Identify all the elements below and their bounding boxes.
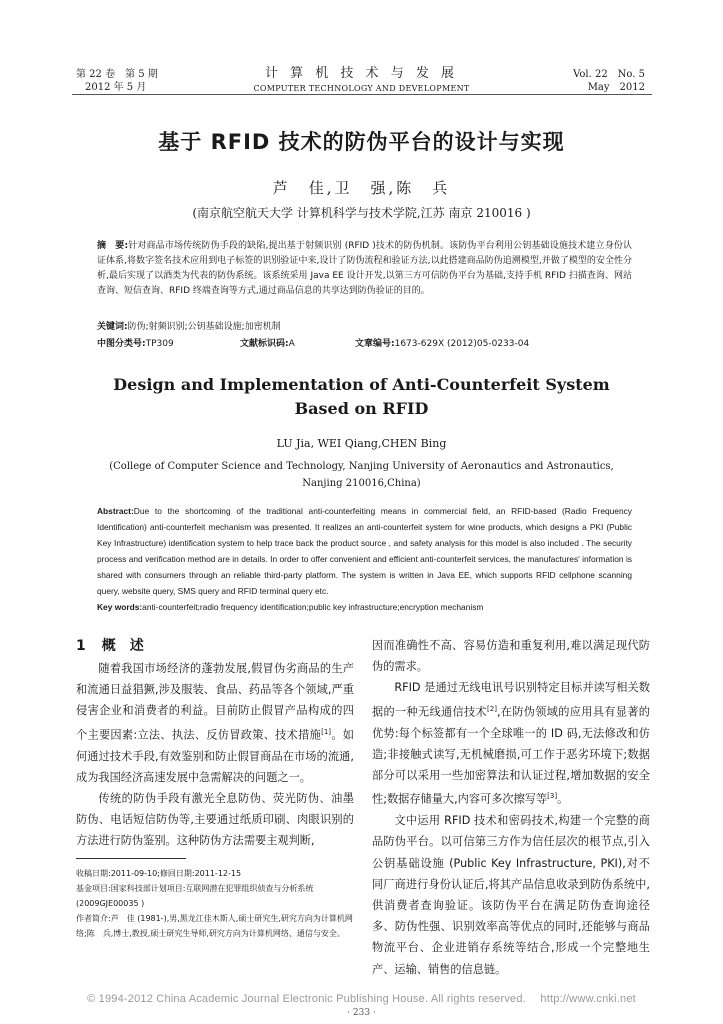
section-number: 1: [76, 638, 86, 654]
journal-name-en: COMPUTER TECHNOLOGY AND DEVELOPMENT: [253, 84, 470, 93]
citation-ref-2: [2]: [487, 704, 497, 713]
para3-text-b: ,在防伪领域的应用具有显著的优势:每个标签都有一个全球唯一的 ID 码,无法修改和仿造;非接触式读写,无机械磨损,可工作于恶劣环境下;数据部分可以采用一些加密算法和认证过程,增加数据的安全性;数据存储量大,内容可多次擦写等: [372, 705, 650, 806]
abstract-cn-text: 针对商品市场传统防伪手段的缺陷,提出基于射频识别 (RFID )技术的防伪机制。该防伪平台利用公钥基础设施技术建立身份认证体系,将数字签名技术应用到电子标签的识别验证中来,设计了防伪流程和验证方法,以此搭建商品防伪追溯模型,并做了模型的安全性分析,最后实现了以酒类为代表的防伪系统。该系统采用 Java EE 设计开发,以第三方可信防伪平台为基础,支持手机 RFID 扫描查询、网站查询、短信查询、RFID 终端查询等方式,通过商品信息的共享达到防伪验证的目的。: [97, 241, 632, 296]
header-volume-en: [573, 68, 645, 94]
section-heading: [76, 635, 144, 655]
footnote-divider: [76, 858, 186, 859]
abstract-cn: [97, 239, 632, 299]
citation-ref-3: [3]: [547, 792, 558, 801]
para3-text-a: RFID 是通过无线电讯号识别特定目标并读写相关数据的一种无线通信技术: [372, 681, 650, 719]
clc-code: [97, 337, 174, 352]
paper-title-en: [0, 373, 723, 421]
paper-title-en-line1: Design and Implementation of Anti-Counterfeit System: [113, 375, 610, 394]
copyright-footer: © 1994-2012 China Academic Journal Electronic Publishing House. All rights reserved. http://www.cnki.net: [87, 993, 636, 1005]
body-column-left: [76, 658, 354, 852]
footnote: [76, 866, 356, 941]
body-column-right: [372, 635, 650, 980]
affiliation-en-line1: (College of Computer Science and Technology, Nanjing University of Aeronautics and Astronautics,: [109, 461, 614, 472]
body-paragraph: 传统的防伪手段有激光全息防伪、荧光防伪、油墨防伪、电话短信防伪等,主要通过纸质印刷、肉眼识别的方法进行防伪鉴别。这种防伪方法需要主观判断,: [76, 791, 354, 848]
doc-label: 文献标识码:: [240, 339, 289, 349]
body-paragraph-continued: 因而准确性不高、容易仿造和重复利用,难以满足现代防伪的需求。: [372, 639, 650, 674]
footnote-author: 作者简介:芦 佳 (1981-),男,黑龙江佳木斯人,硕士研究生,研究方向为计算机网络;陈 兵,博士,教授,硕士研究生导师,研究方向为计算机网络、通信与安全。: [76, 914, 353, 938]
header-date-cn: 2012 年 5 月: [85, 82, 147, 93]
doc-code: [240, 337, 295, 352]
section-title: 概 述: [101, 638, 144, 654]
keywords-en: [97, 599, 632, 615]
doc-value: A: [288, 339, 295, 349]
keywords-cn-text: 防伪;射频识别;公钥基础设施;加密机制: [127, 322, 281, 332]
clc-label: 中图分类号:: [97, 339, 146, 349]
keywords-cn: [97, 320, 632, 335]
abstract-en-label: Abstract:: [97, 506, 134, 516]
header-date-en: May 2012: [587, 82, 645, 93]
header-divider: [72, 94, 652, 95]
affiliation-cn: (南京航空航天大学 计算机科学与技术学院,江苏 南京 210016 ): [192, 206, 531, 220]
authors-cn: 芦 佳,卫 强,陈 兵: [272, 179, 451, 197]
footnote-fund: 基金项目:国家科技部计划项目:互联网潜在犯罪组织侦查与分析系统 (2009GJE00035 ): [76, 884, 314, 908]
citation-ref-1: [1]: [321, 727, 332, 736]
body-paragraph: [372, 677, 650, 810]
abstract-cn-label: 摘 要:: [97, 241, 129, 251]
authors-en: LU Jia, WEI Qiang,CHEN Bing: [276, 437, 447, 450]
body-paragraph: [76, 658, 354, 788]
paper-title-en-line2: Based on RFID: [294, 399, 429, 418]
footnote-received: 收稿日期:2011-09-10;修回日期:2011-12-15: [76, 869, 242, 878]
body-paragraph: 文中运用 RFID 技术和密码技术,构建一个完整的商品防伪平台。以可信第三方作为信任层次的根节点,引入公钥基础设施 (Public Key Infrastructure, PKI),对不同厂商进行身份认证后,将其产品信息收录到防伪系统中,供消费者查询验证。该防伪平台在满足防伪查询途径多、防伪性强、识别效率高等优点的同时,还能够与商品物流平台、企业进销存系统等结合,形成一个完整地生产、运输、销售的信息链。: [372, 814, 650, 976]
journal-name-cn: 计 算 机 技 术 与 发 展: [265, 66, 458, 81]
abstract-en: [97, 503, 632, 599]
keywords-cn-label: 关键词:: [97, 322, 128, 332]
para3-text-c: 。: [557, 792, 569, 806]
page-number: · 233 ·: [347, 1008, 376, 1018]
header-vol-en: Vol. 22 No. 5: [573, 69, 645, 80]
para1-text-a: 随着我国市场经济的蓬勃发展,假冒伪劣商品的生产和流通日益猖獗,涉及服装、食品、药品等各个领域,严重侵害企业和消费者的利益。目前防止假冒产品构成的四个主要因素:立法、执法、反仿冒政策、技术措施: [76, 662, 354, 742]
affiliation-en-line2: Nanjing 210016,China): [302, 478, 421, 489]
clc-value: TP309: [145, 339, 174, 349]
affiliation-en: [0, 458, 723, 492]
article-number: [355, 337, 529, 352]
paper-title-cn: 基于 RFID 技术的防伪平台的设计与实现: [158, 130, 565, 154]
article-value: 1673-629X (2012)05-0233-04: [394, 339, 530, 349]
para1-text-b: 。如何通过技术手段,有效鉴别和防止假冒商品在市场的流通,成为我国经济高速发展中急需解决的问题之一。: [76, 728, 354, 784]
keywords-en-text: anti-counterfeit;radio frequency identification;public key infrastructure;encryption mechanism: [142, 602, 484, 612]
keywords-en-label: Key words:: [97, 602, 143, 612]
abstract-en-text: Due to the shortcoming of the traditional anti-counterfeiting means in commercial field, an RFID-based (Radio Frequency Identification) anti-counterfeit mechanism was presented. It realizes an anti-counterfeit system for wine products, which designs a PKI (Public Key Infrastructure) identification system to help trace back the product source , and safety analysis for this model is also included . The security process and verification method are in details. In order to offer convenient and efficient anti-counterfeit services, the manufactures' information is shared with consumers through an reliable third-party platform. The system is written in Java EE, which supports RFID cellphone scanning query, website query, SMS query and RFID terminal query etc.: [97, 506, 632, 596]
header-vol-cn: 第 22 卷 第 5 期: [76, 69, 158, 80]
article-label: 文章编号:: [355, 339, 395, 349]
